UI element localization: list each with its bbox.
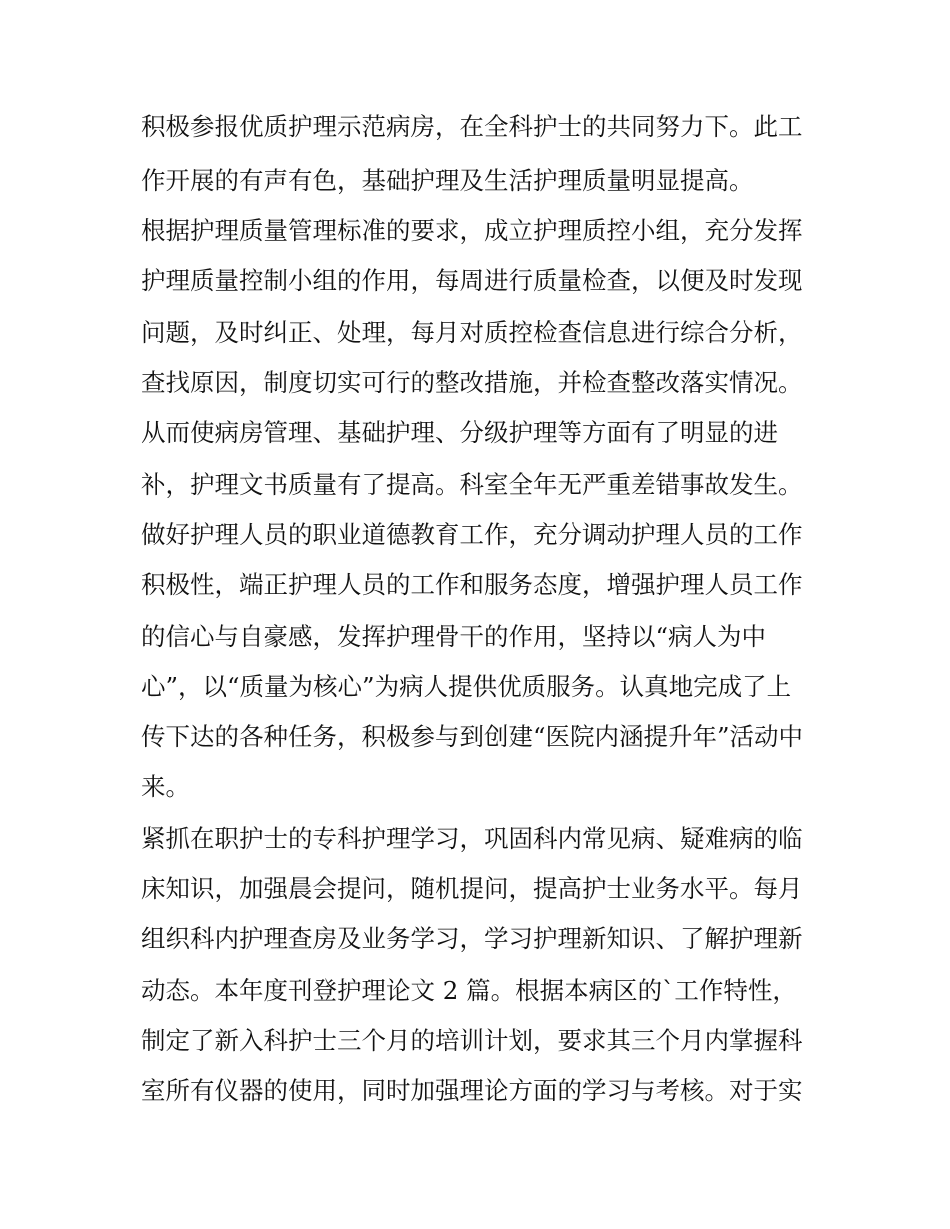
text-line: 根据护理质量管理标准的要求，成立护理质控小组，充分发挥 [141,216,803,245]
text-line: 紧抓在职护士的专科护理学习，巩固科内常见病、疑难病的临 [141,824,803,853]
text-line: 积极性，端正护理人员的工作和服务态度，增强护理人员工作 [141,570,803,599]
text-line: 来。 [141,772,190,801]
text-line: 问题，及时纠正、处理，每月对质控检查信息进行综合分析， [141,318,803,347]
text-line: 查找原因，制度切实可行的整改措施，并检查整改落实情况。 [141,368,803,397]
text-line: 制定了新入科护士三个月的培训计划，要求其三个月内掌握科 [141,1026,803,1055]
text-line: 心”，以“质量为核心”为病人提供优质服务。认真地完成了上 [141,672,792,701]
text-line: 护理质量控制小组的作用，每周进行质量检查，以便及时发现 [141,266,803,295]
text-line: 组织科内护理查房及业务学习，学习护理新知识、了解护理新 [141,924,803,953]
text-line: 补，护理文书质量有了提高。科室全年无严重差错事故发生。 [141,470,803,499]
text-line: 动态。本年度刊登护理论文 2 篇。根据本病区的`工作特性， [141,976,797,1005]
text-line: 的信心与自豪感，发挥护理骨干的作用，坚持以“病人为中 [141,622,767,651]
text-line: 室所有仪器的使用，同时加强理论方面的学习与考核。对于实 [141,1076,803,1105]
text-line: 床知识，加强晨会提问，随机提问，提高护士业务水平。每月 [141,874,803,903]
text-line: 作开展的有声有色，基础护理及生活护理质量明显提高。 [141,166,754,195]
text-line: 从而使病房管理、基础护理、分级护理等方面有了明显的进 [141,418,778,447]
text-line: 做好护理人员的职业道德教育工作，充分调动护理人员的工作 [141,520,803,549]
text-line: 积极参报优质护理示范病房，在全科护士的共同努力下。此工 [141,112,803,141]
text-line: 传下达的各种任务，积极参与到创建“医院内涵提升年”活动中 [141,722,804,751]
